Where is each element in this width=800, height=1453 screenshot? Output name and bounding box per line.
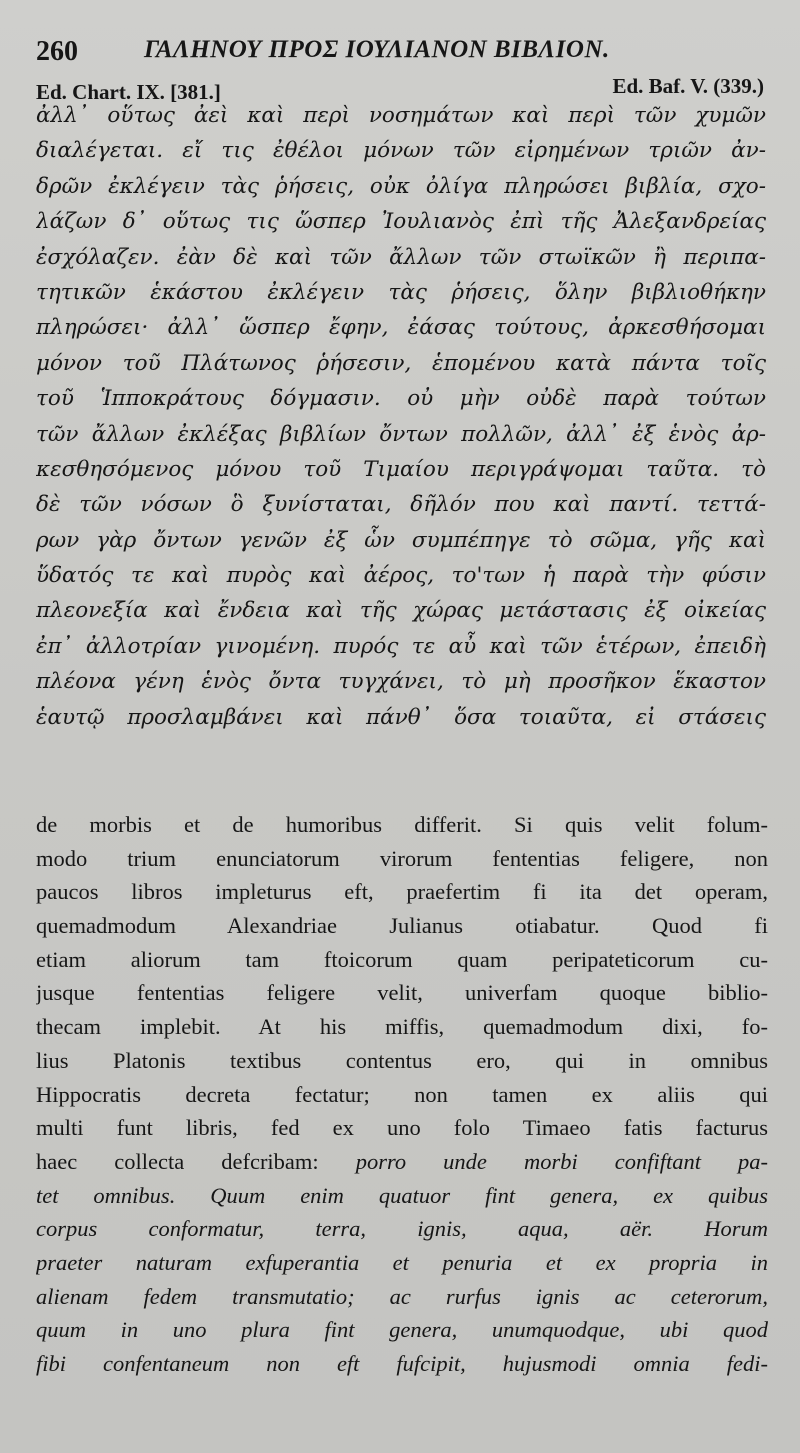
latin-text-line xyxy=(36,943,768,977)
greek-text-line: πληρώσει· ἀλλ᾽ ὥσπερ ἔφην, ἐάσας τούτους, ἀρκεσθήσομαι xyxy=(36,315,766,341)
greek-text-line: τῶν ἄλλων ἐκλέξας βιβλίων ὄντων πολλῶν, ἀλλ᾽ ἐξ ἑνὸς ἀρ- xyxy=(36,421,766,447)
latin-text-line xyxy=(36,1313,768,1347)
greek-text-line: τητικῶν ἑκάστου ἐκλέγειν τὰς ῥήσεις, ὅλην βιβλιοθήκην xyxy=(36,279,766,305)
greek-text-line: ἐσχόλαζεν. ἐὰν δὲ καὶ τῶν ἄλλων τῶν στωϊκῶν ἢ περιπα- xyxy=(36,244,766,270)
latin-text-line xyxy=(36,1044,768,1078)
latin-italic-text: praeter naturam exfuperantia et penuria et ex propria in xyxy=(36,1249,768,1275)
latin-italic-text: tet omnibus. Quum enim quatuor fint genera, ex quibus xyxy=(36,1182,768,1208)
latin-text-line xyxy=(36,1179,768,1213)
latin-text-line xyxy=(36,1280,768,1314)
latin-roman-text: thecam implebit. At his miffis, quemadmodum dixi, fo- xyxy=(36,1014,768,1040)
greek-text-line: ἀλλ᾽ οὕτως ἀεὶ καὶ περὶ νοσημάτων καὶ περὶ τῶν χυμῶν xyxy=(36,103,766,128)
greek-text-line: ἑαυτῷ προσλαμβάνει καὶ πάνθ᾽ ὅσα τοιαῦτα, εἰ στάσεις xyxy=(36,704,766,730)
page-header xyxy=(36,28,776,68)
greek-text-line: μόνον τοῦ Πλάτωνος ῥήσεσιν, ἑπομένου κατὰ πάντα τοῖς xyxy=(36,350,766,376)
latin-text-line xyxy=(36,1078,768,1112)
latin-text-line xyxy=(36,1246,768,1280)
latin-text-block xyxy=(36,808,768,1381)
latin-text-line xyxy=(36,1145,768,1179)
greek-text-line: λάζων δ᾽ οὕτως τις ὥσπερ Ἰουλιανὸς ἐπὶ τῆς Ἀλεξανδρείας xyxy=(36,209,766,235)
greek-text-line: πλέονα γένη ἑνὸς ὄντα τυγχάνει, τὸ μὴ προσῆκον ἕκαστον xyxy=(36,669,766,695)
greek-text-line: δρῶν ἐκλέγειν τὰς ῥήσεις, οὐκ ὀλίγα πληρώσει βιβλία, σχο- xyxy=(36,173,766,199)
latin-roman-text: paucos libros impleturus eft, praefertim fi ita det operam, xyxy=(36,879,768,905)
latin-italic-text: porro unde morbi confiftant pa- xyxy=(355,1148,768,1174)
page-number: 260 xyxy=(36,36,78,67)
latin-roman-text: jusque fententias feligere velit, univerfam quoque biblio- xyxy=(36,980,768,1006)
greek-text-line: ἐπ᾽ ἀλλοτρίαν γινομένη. πυρός τε αὖ καὶ τῶν ἑτέρων, ἐπειδὴ xyxy=(36,633,766,659)
latin-italic-text: fibi confentaneum non eft fufcipit, hujusmodi omnia fedi- xyxy=(36,1351,768,1376)
latin-italic-text: quum in uno plura fint genera, unumquodque, ubi quod xyxy=(36,1317,768,1343)
latin-text-line xyxy=(36,808,768,842)
latin-text-line xyxy=(36,1212,768,1246)
greek-text-line: ρων γὰρ ὄντων γενῶν ἐξ ὧν συμπέπηγε τὸ σῶμα, γῆς καὶ xyxy=(36,527,766,553)
greek-text-line: τοῦ Ἱπποκράτους δόγμασιν. οὐ μὴν οὐδὲ παρὰ τούτων xyxy=(36,386,766,412)
latin-italic-text: alienam fedem transmutatio; ac rurfus ignis ac ceterorum, xyxy=(36,1283,768,1309)
latin-text-line xyxy=(36,875,768,909)
edition-reference-basel: Ed. Baf. V. (339.) xyxy=(612,74,764,98)
greek-text-line: ὕδατός τε καὶ πυρὸς καὶ ἀέρος, το'των ἡ παρὰ τὴν φύσιν xyxy=(36,563,766,589)
edition-reference-chartier: Ed. Chart. IX. [381.] xyxy=(36,80,221,104)
latin-text-line xyxy=(36,1010,768,1044)
greek-text-line: κεσθησόμενος μόνου τοῦ Τιμαίου περιγράψομαι ταῦτα. τὸ xyxy=(36,456,766,482)
latin-roman-text: modo trium enunciatorum virorum fententias feligere, non xyxy=(36,845,768,871)
latin-roman-text: quemadmodum Alexandriae Julianus otiabatur. Quod fi xyxy=(36,913,768,939)
greek-text-line: πλεονεξία καὶ ἔνδεια καὶ τῆς χώρας μετάστασις ἐξ οἰκείας xyxy=(36,598,766,624)
latin-roman-text: Hippocratis decreta fectatur; non tamen ex aliis qui xyxy=(36,1081,768,1107)
latin-roman-text: etiam aliorum tam ftoicorum quam peripateticorum cu- xyxy=(36,946,768,972)
latin-text-line xyxy=(36,1347,768,1381)
latin-italic-text: corpus conformatur, terra, ignis, aqua, aër. Horum xyxy=(36,1216,768,1242)
running-title: ΓΑΛΗΝΟΥ ΠΡΟΣ ΙΟΥΛΙΑΝΟΝ ΒΙΒΛΙΟΝ. xyxy=(144,36,610,63)
latin-roman-text: lius Platonis textibus contentus ero, qui in omnibus xyxy=(36,1047,768,1073)
latin-text-line xyxy=(36,909,768,943)
latin-roman-text: multi funt libris, fed ex uno folo Timaeo fatis facturus xyxy=(36,1115,768,1141)
latin-text-line xyxy=(36,976,768,1010)
latin-text-line xyxy=(36,1111,768,1145)
latin-text-line xyxy=(36,842,768,876)
latin-roman-text: haec collecta defcribam: xyxy=(36,1148,356,1174)
greek-text-line: διαλέγεται. εἴ τις ἐθέλοι μόνων τῶν εἰρημένων τριῶν ἀν- xyxy=(36,138,766,164)
greek-text-line: δὲ τῶν νόσων ὃ ξυνίσταται, δῆλόν που καὶ παντί. τεττά- xyxy=(36,492,766,518)
greek-text-block xyxy=(36,98,766,735)
latin-roman-text: de morbis et de humoribus differit. Si quis velit folum- xyxy=(36,812,768,837)
